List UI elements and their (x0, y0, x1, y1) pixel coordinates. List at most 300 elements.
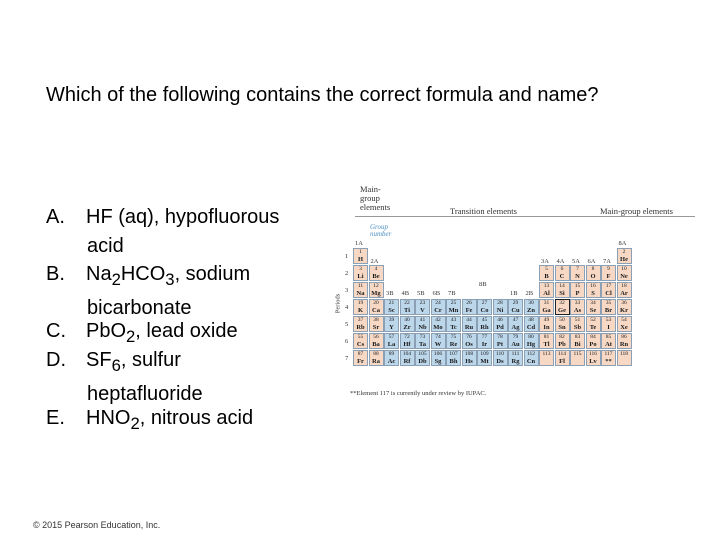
option-text: HF (aq), hypofluorous (86, 206, 280, 228)
atomic-number: 56 (373, 334, 379, 340)
element-cell (353, 350, 368, 366)
atomic-number: 118 (619, 351, 629, 357)
period-number: 6 (345, 338, 349, 345)
formula-part: HNO (86, 407, 131, 429)
atomic-number: 31 (543, 300, 550, 306)
element-cell (369, 333, 384, 349)
element-cell (555, 299, 570, 315)
element-symbol: Sr (372, 324, 380, 331)
element-cell (570, 316, 585, 332)
element-symbol: Hg (526, 341, 536, 348)
element-symbol: Ti (403, 307, 411, 314)
atomic-number: 108 (464, 351, 474, 357)
atomic-number: 20 (373, 300, 379, 306)
element-symbol: Zn (527, 307, 535, 314)
element-symbol: W (434, 341, 442, 348)
element-symbol: Ca (372, 307, 380, 314)
element-symbol: At (605, 341, 612, 348)
atomic-number: 54 (621, 317, 627, 323)
group-label: 4A (556, 258, 565, 265)
option-a (46, 203, 336, 261)
element-symbol: La (387, 341, 396, 348)
element-cell (493, 299, 508, 315)
atomic-number: 57 (388, 334, 395, 340)
element-symbol: Se (589, 307, 597, 314)
element-cell (617, 316, 632, 332)
element-symbol: Rg (511, 358, 520, 365)
element-symbol: Li (357, 273, 364, 280)
element-symbol: Sb (573, 324, 582, 331)
atomic-number: 117 (604, 351, 613, 357)
element-symbol: Br (604, 307, 613, 314)
atomic-number: 76 (466, 334, 472, 340)
element-symbol: Sn (558, 324, 566, 331)
atomic-number: 16 (590, 283, 596, 289)
group-label: 4B (401, 290, 410, 297)
element-cell (431, 333, 446, 349)
atomic-number: 88 (373, 351, 379, 357)
atomic-number: 41 (419, 317, 426, 323)
formula-subscript: 3 (165, 270, 175, 289)
atomic-number: 38 (373, 317, 379, 323)
element-cell (493, 316, 508, 332)
element-symbol: Mn (448, 307, 459, 314)
element-cell (539, 316, 554, 332)
element-symbol: Ar (620, 290, 628, 297)
element-cell (555, 316, 570, 332)
element-symbol: Rb (356, 324, 365, 331)
option-text: , lead oxide (135, 320, 238, 342)
element-symbol: Po (589, 341, 597, 348)
element-cell (384, 299, 399, 315)
period-number: 1 (345, 253, 349, 260)
element-symbol: He (620, 256, 628, 263)
element-cell (601, 299, 616, 315)
element-symbol: Pd (496, 324, 504, 331)
element-cell (415, 350, 430, 366)
header-main-group-right: Main-group elements (600, 206, 673, 216)
element-cell (617, 248, 632, 264)
element-cell (617, 333, 632, 349)
element-symbol: K (357, 307, 364, 314)
element-cell (415, 333, 430, 349)
element-symbol: Bi (574, 341, 581, 348)
element-cell (369, 316, 384, 332)
element-cell (524, 299, 539, 315)
iupac-note: **Element 117 is currently under review by IUPAC. (350, 390, 487, 397)
atomic-number: 23 (419, 300, 426, 306)
formula-subscript: 2 (130, 414, 140, 433)
element-symbol: Cn (526, 358, 536, 365)
element-cell (601, 316, 616, 332)
element-symbol: Rf (403, 358, 411, 365)
element-symbol: Sg (434, 358, 442, 365)
element-cell (493, 350, 508, 366)
element-cell (400, 350, 415, 366)
element-symbol: Zr (403, 324, 411, 331)
element-symbol: Cr (434, 307, 442, 314)
element-cell (586, 316, 601, 332)
element-symbol: Al (543, 290, 550, 297)
header-transition: Transition elements (450, 206, 517, 216)
element-cell (431, 350, 446, 366)
element-symbol: Ne (620, 273, 628, 280)
element-symbol: Mt (480, 358, 489, 365)
element-symbol: C (559, 273, 565, 280)
option-letter: E. (46, 407, 65, 429)
formula-subscript: 6 (111, 356, 121, 375)
option-text-cont: acid (87, 235, 124, 257)
atomic-number: 87 (357, 351, 364, 357)
atomic-number: 72 (404, 334, 410, 340)
element-cell (601, 282, 616, 298)
element-symbol: Co (480, 307, 489, 314)
element-symbol: Ga (542, 307, 551, 314)
element-symbol: O (590, 273, 596, 280)
element-symbol: Cd (526, 324, 536, 331)
formula-part: PbO (86, 320, 127, 342)
element-cell (369, 350, 384, 366)
element-cell (446, 316, 461, 332)
element-symbol: Ni (496, 307, 504, 314)
group-label: 3B (386, 290, 394, 297)
element-symbol: Au (511, 341, 520, 348)
atomic-number: 29 (512, 300, 519, 306)
atomic-number: 89 (388, 351, 395, 357)
group-label: 8B (479, 281, 487, 288)
header-main-group-left: Main- group elements (360, 184, 391, 212)
atomic-number: 83 (574, 334, 581, 340)
atomic-number: 24 (435, 300, 441, 306)
atomic-number: 114 (557, 351, 567, 357)
element-cell (586, 333, 601, 349)
element-symbol: Tl (543, 341, 550, 348)
group-label: 1B (510, 290, 518, 297)
element-symbol: Ds (496, 358, 504, 365)
element-symbol: Ru (464, 324, 474, 331)
element-cell (384, 350, 399, 366)
element-cell (601, 265, 616, 281)
atomic-number: 45 (481, 317, 488, 323)
copyright-footer: © 2015 Pearson Education, Inc. (33, 520, 161, 530)
element-cell (601, 333, 616, 349)
option-e (46, 404, 336, 438)
option-letter: C. (46, 320, 66, 342)
element-cell (570, 333, 585, 349)
period-number: 7 (345, 355, 349, 362)
element-symbol: Pt (496, 341, 504, 348)
element-symbol: ** (605, 358, 612, 365)
element-cell (539, 265, 554, 281)
atomic-number: 5 (545, 266, 548, 272)
element-cell (508, 299, 523, 315)
formula-subscript: 2 (126, 327, 136, 346)
element-symbol: Hs (465, 358, 473, 365)
element-cell (493, 333, 508, 349)
element-symbol: I (607, 324, 610, 331)
option-text: , sulfur (120, 349, 181, 371)
atomic-number: 107 (449, 351, 458, 357)
element-cell (415, 299, 430, 315)
atomic-number: 110 (495, 351, 505, 357)
element-symbol: Ir (481, 341, 488, 348)
element-symbol: Ta (419, 341, 426, 348)
element-cell (524, 316, 539, 332)
atomic-number: 26 (466, 300, 472, 306)
atomic-number: 74 (435, 334, 441, 340)
atomic-number: 42 (435, 317, 441, 323)
atomic-number: 19 (357, 300, 364, 306)
atomic-number: 77 (481, 334, 488, 340)
element-symbol: Y (389, 324, 394, 331)
element-symbol: P (575, 290, 580, 297)
element-cell (477, 316, 492, 332)
element-symbol: Cu (511, 307, 520, 314)
atomic-number: 78 (497, 334, 503, 340)
atomic-number: 6 (560, 266, 564, 272)
element-cell (353, 282, 368, 298)
atomic-number: 3 (359, 266, 362, 272)
atomic-number: 84 (590, 334, 596, 340)
element-symbol: Bh (449, 358, 458, 365)
element-cell (446, 350, 461, 366)
atomic-number: 1 (359, 249, 362, 255)
atomic-number: 47 (512, 317, 519, 323)
atomic-number: 2 (622, 249, 626, 255)
element-cell (586, 282, 601, 298)
group-label: 3A (541, 258, 549, 265)
formula-subscript: 2 (111, 270, 121, 289)
atomic-number: 33 (574, 300, 581, 306)
periods-label: Periods (334, 293, 342, 314)
atomic-number: 43 (450, 317, 457, 323)
element-cell (508, 316, 523, 332)
atomic-number: 82 (559, 334, 565, 340)
element-cell (586, 350, 601, 366)
element-cell (555, 265, 570, 281)
atomic-number: 30 (528, 300, 534, 306)
question-text: Which of the following contains the correct formula and name? (46, 84, 599, 106)
atomic-number: 28 (497, 300, 503, 306)
element-cell (617, 282, 632, 298)
group-label: 7A (603, 258, 611, 265)
atomic-number: 109 (480, 351, 489, 357)
element-cell (400, 333, 415, 349)
element-cell (617, 265, 632, 281)
element-cell (539, 282, 554, 298)
element-symbol: Ge (558, 307, 566, 314)
element-cell (353, 265, 368, 281)
atomic-number: 48 (528, 317, 534, 323)
atomic-number: 21 (388, 300, 395, 306)
atomic-number: 49 (543, 317, 550, 323)
element-cell (508, 333, 523, 349)
periodic-table (330, 180, 710, 400)
element-symbol: Nb (418, 324, 427, 331)
element-cell (353, 299, 368, 315)
element-symbol: Ac (387, 358, 396, 365)
element-cell (400, 299, 415, 315)
element-cell (555, 333, 570, 349)
group-label: 7B (448, 290, 456, 297)
atomic-number: 81 (543, 334, 550, 340)
element-symbol: Kr (620, 307, 628, 314)
element-cell (586, 299, 601, 315)
element-cell (369, 265, 384, 281)
atomic-number: 35 (605, 300, 612, 306)
group-label: 5B (417, 290, 425, 297)
period-number: 4 (345, 304, 349, 311)
element-symbol: Lv (589, 358, 597, 365)
element-cell (617, 299, 632, 315)
element-cell (586, 265, 601, 281)
atomic-number: 86 (621, 334, 627, 340)
atomic-number: 36 (621, 300, 627, 306)
atomic-number: 106 (433, 351, 443, 357)
element-cell (400, 316, 415, 332)
atomic-number: 80 (528, 334, 534, 340)
period-number: 3 (345, 287, 349, 294)
element-cell (369, 299, 384, 315)
element-symbol: Rn (619, 341, 629, 348)
option-d (46, 346, 336, 409)
element-cell (384, 316, 399, 332)
group-label: 8A (618, 240, 627, 247)
element-symbol: H (357, 256, 364, 263)
element-symbol: Pb (558, 341, 566, 348)
option-letter: A. (46, 206, 65, 228)
atomic-number: 10 (621, 266, 627, 272)
element-cell (446, 299, 461, 315)
atomic-number: 55 (357, 334, 364, 340)
group-label: 6B (432, 290, 441, 297)
atomic-number: 17 (605, 283, 612, 289)
element-symbol: Rh (480, 324, 489, 331)
atomic-number: 11 (357, 283, 364, 289)
option-letter: B. (46, 263, 65, 285)
atomic-number: 46 (497, 317, 503, 323)
element-cell (524, 350, 539, 366)
atomic-number: 13 (543, 283, 550, 289)
element-symbol: Na (356, 290, 365, 297)
option-text-cont: bicarbonate (87, 297, 192, 319)
group-label: 5A (572, 258, 580, 265)
atomic-number: 44 (466, 317, 472, 323)
atomic-number: 37 (357, 317, 364, 323)
atomic-number: 51 (574, 317, 581, 323)
atomic-number: 7 (576, 266, 579, 272)
element-cell (384, 333, 399, 349)
element-symbol: Tc (450, 324, 457, 331)
element-symbol: Ba (372, 341, 380, 348)
element-symbol: Te (589, 324, 597, 331)
element-cell (462, 333, 477, 349)
atomic-number: 15 (574, 283, 581, 289)
atomic-number: 113 (542, 351, 551, 357)
element-cell (477, 333, 492, 349)
atomic-number: 25 (450, 300, 457, 306)
atomic-number: 40 (404, 317, 410, 323)
element-symbol: Fl (559, 358, 565, 365)
atomic-number: 116 (588, 351, 598, 357)
element-symbol: Cs (356, 341, 365, 348)
element-cell (508, 350, 523, 366)
atomic-number: 39 (388, 317, 395, 323)
element-cell (353, 316, 368, 332)
option-text-cont: heptafluoride (87, 383, 203, 405)
atomic-number: 52 (590, 317, 596, 323)
element-symbol: Xe (620, 324, 628, 331)
element-cell (446, 333, 461, 349)
element-symbol: Cl (605, 290, 612, 297)
element-symbol: Db (418, 358, 427, 365)
group-number-callout: Group number (370, 223, 392, 238)
atomic-number: 27 (481, 300, 488, 306)
atomic-number: 18 (621, 283, 627, 289)
element-symbol: Sc (388, 307, 395, 314)
atomic-number: 112 (526, 351, 536, 357)
element-symbol: Re (449, 341, 458, 348)
option-text: , sodium (174, 263, 251, 285)
atomic-number: 105 (418, 351, 427, 357)
atomic-number: 73 (419, 334, 426, 340)
element-cell (477, 299, 492, 315)
element-cell (539, 350, 554, 366)
group-label: 6A (587, 258, 596, 265)
period-number: 5 (345, 321, 349, 328)
atomic-number: 4 (374, 266, 378, 272)
element-cell (353, 248, 368, 264)
element-cell (555, 350, 570, 366)
element-symbol: Ra (372, 358, 380, 365)
element-cell (617, 350, 632, 366)
element-cell (462, 299, 477, 315)
element-cell (415, 316, 430, 332)
atomic-number: 104 (402, 351, 412, 357)
element-cell (555, 282, 570, 298)
formula-part: Na (86, 263, 112, 285)
element-symbol: F (606, 273, 611, 280)
atomic-number: 79 (512, 334, 519, 340)
option-b (46, 260, 336, 323)
element-cell (539, 333, 554, 349)
atomic-number: 8 (591, 266, 595, 272)
formula-part: SF (86, 349, 112, 371)
element-symbol: Ag (511, 324, 520, 331)
element-symbol: Hf (403, 341, 411, 348)
atomic-number: 75 (450, 334, 457, 340)
element-cell (353, 333, 368, 349)
atomic-number: 53 (605, 317, 612, 323)
element-symbol: As (573, 307, 582, 314)
option-text: , nitrous acid (139, 407, 254, 429)
element-symbol: Os (465, 341, 473, 348)
atomic-number: 115 (573, 351, 582, 357)
element-symbol: Fr (357, 358, 364, 365)
period-number: 2 (345, 270, 349, 277)
element-cell (570, 282, 585, 298)
element-cell (570, 299, 585, 315)
option-letter: D. (46, 349, 66, 371)
element-cell (462, 350, 477, 366)
atomic-number: 32 (559, 300, 565, 306)
element-symbol: B (544, 273, 549, 280)
element-symbol: In (543, 324, 550, 331)
group-label: 1A (355, 240, 363, 247)
element-cell (369, 282, 384, 298)
element-symbol: S (591, 290, 595, 297)
group-label: 2A (370, 258, 379, 265)
